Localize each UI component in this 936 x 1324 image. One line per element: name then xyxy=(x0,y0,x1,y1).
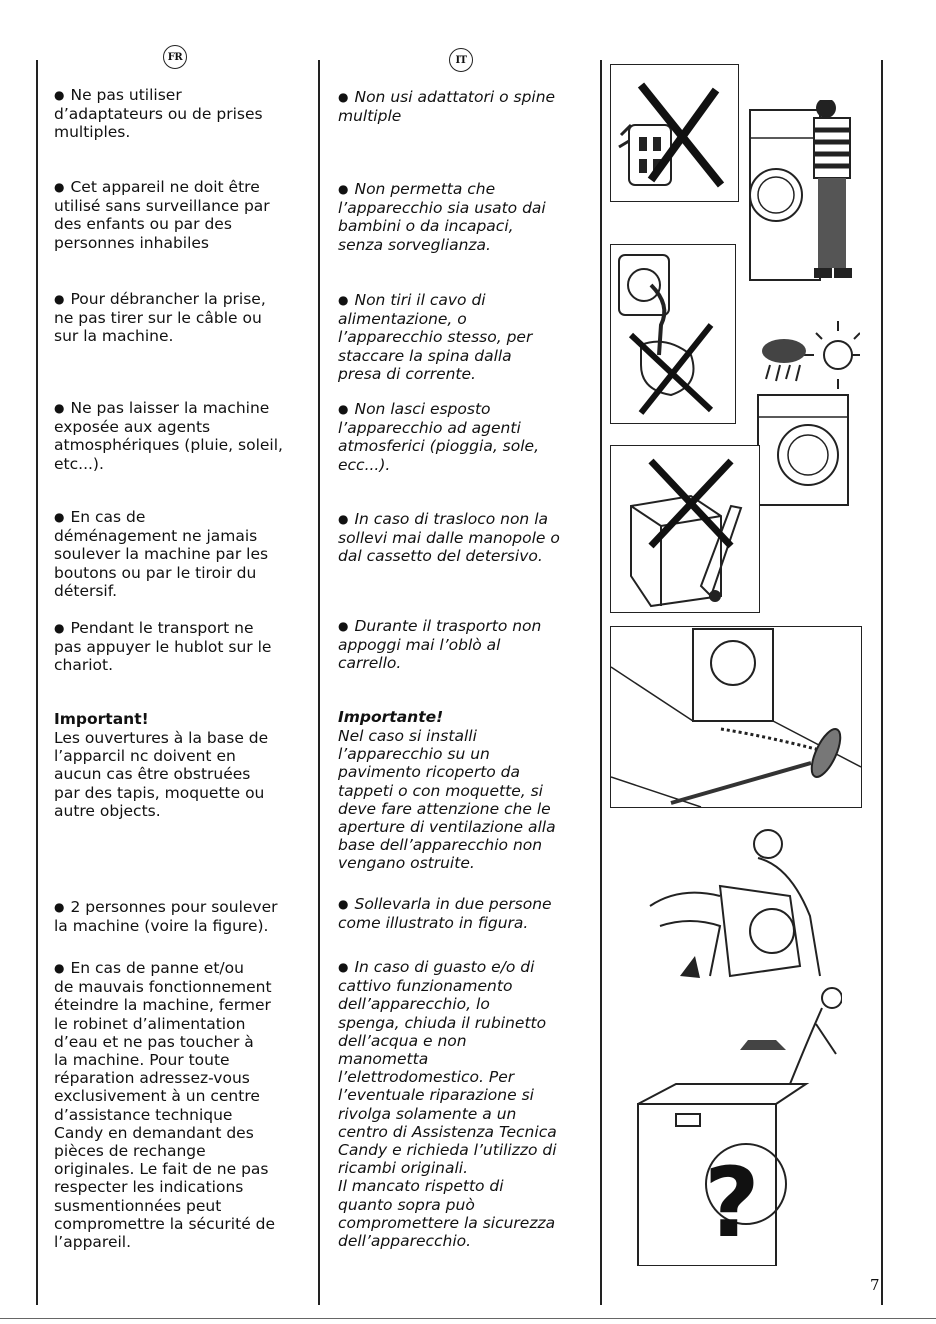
it-moving-warning: ● In caso di trasloco non la sollevi mai dalle manopole o dal cassetto del detersivo. xyxy=(338,510,560,566)
fr-language-badge: FR xyxy=(163,45,187,69)
fr-important-heading: Important! xyxy=(54,710,149,728)
it-important-heading: Importante! xyxy=(338,708,444,726)
it-important-text: Nel caso si installi l’apparecchio su un pavimento ricoperto da tappeti o con moquette, si deve fare attenzione che le aperture di ventilazione alla base dell’apparecchio non vengano ostruite. xyxy=(338,727,556,873)
call-assistance-illustration xyxy=(636,984,842,1266)
fr-moving-warning: ● En cas de déménagement ne jamais soulever la machine par les boutons ou par le tiroir du détersif. xyxy=(54,508,268,600)
it-adapters-warning: ● Non usi adattatori o spine multiple xyxy=(338,88,555,125)
fr-transport-warning: ● Pendant le transport ne pas appuyer le hublot sur le chariot. xyxy=(54,619,271,675)
illustration-divider-rule xyxy=(600,60,602,1305)
child-near-washer-illustration xyxy=(748,100,860,286)
page-number: 7 xyxy=(870,1276,880,1294)
no-adapter-illustration xyxy=(610,64,739,202)
it-language-badge: IT xyxy=(449,48,473,72)
it-lifting-warning: ● Sollevarla in due persone come illustrato in figura. xyxy=(338,895,552,932)
fr-lifting-warning: ● 2 personnes pour soulever la machine (voire la figure). xyxy=(54,898,278,935)
left-margin-rule xyxy=(36,60,38,1305)
no-lift-by-knobs-illustration xyxy=(610,445,760,613)
fr-children-warning: ● Cet appareil ne doit être utilisé sans surveillance par des enfants ou par des personnes inhabiles xyxy=(54,178,270,252)
page-bottom-edge xyxy=(0,1318,936,1319)
weather-exposure-illustration xyxy=(748,315,860,510)
no-pull-cable-illustration xyxy=(610,244,736,424)
right-margin-rule xyxy=(881,60,883,1305)
it-weather-warning: ● Non lasci esposto l’apparecchio ad agenti atmosferici (pioggia, sole, ecc...). xyxy=(338,400,539,474)
fr-weather-warning: ● Ne pas laisser la machine exposée aux agents atmosphériques (pluie, soleil, etc...). xyxy=(54,399,283,473)
carpet-ventilation-illustration xyxy=(610,626,862,808)
fr-important-text: Les ouvertures à la base de l’apparcil nc doivent en aucun cas être obstruées par des tapis, moquette ou autre objects. xyxy=(54,729,269,820)
fr-unplug-warning: ● Pour débrancher la prise, ne pas tirer sur le câble ou sur la machine. xyxy=(54,290,266,346)
two-person-lift-illustration xyxy=(640,826,840,986)
column-divider-rule xyxy=(318,60,320,1305)
it-breakdown-warning: ● In caso di guasto e/o di cattivo funzionamento dell’apparecchio, lo spenga, chiuda il rubinetto dell’acqua e non manometta l’elettrodomestico. Per l’eventuale riparazione si rivolga solamente a un centro di Assistenza Tecnica Candy e richieda l’utilizzo di ricambi originali. Il mancato rispetto di quanto sopra può compromettere la sicurezza dell’apparecchio. xyxy=(338,958,557,1250)
it-transport-warning: ● Durante il trasporto non appoggi mai l’oblò al carrello. xyxy=(338,617,541,673)
it-unplug-warning: ● Non tiri il cavo di alimentazione, o l’apparecchio stesso, per staccare la spina dalla presa di corrente. xyxy=(338,291,532,383)
fr-breakdown-warning: ● En cas de panne et/ou de mauvais fonctionnement éteindre la machine, fermer le robinet d’alimentation d’eau et ne pas toucher à la machine. Pour toute réparation adressez-vous exclusivement à un centre d’assistance technique Candy en demandant des pièces de rechange originales. Le fait de ne pas respecter les indications susmentionnées peut compromettre la sécurité de l’appareil. xyxy=(54,959,275,1251)
svg-text:?: ? xyxy=(704,1147,760,1259)
fr-adapters-warning: ● Ne pas utiliser d’adaptateurs ou de prises multiples. xyxy=(54,86,263,142)
it-children-warning: ● Non permetta che l’apparecchio sia usato dai bambini o da incapaci, senza sorveglianza. xyxy=(338,180,546,254)
